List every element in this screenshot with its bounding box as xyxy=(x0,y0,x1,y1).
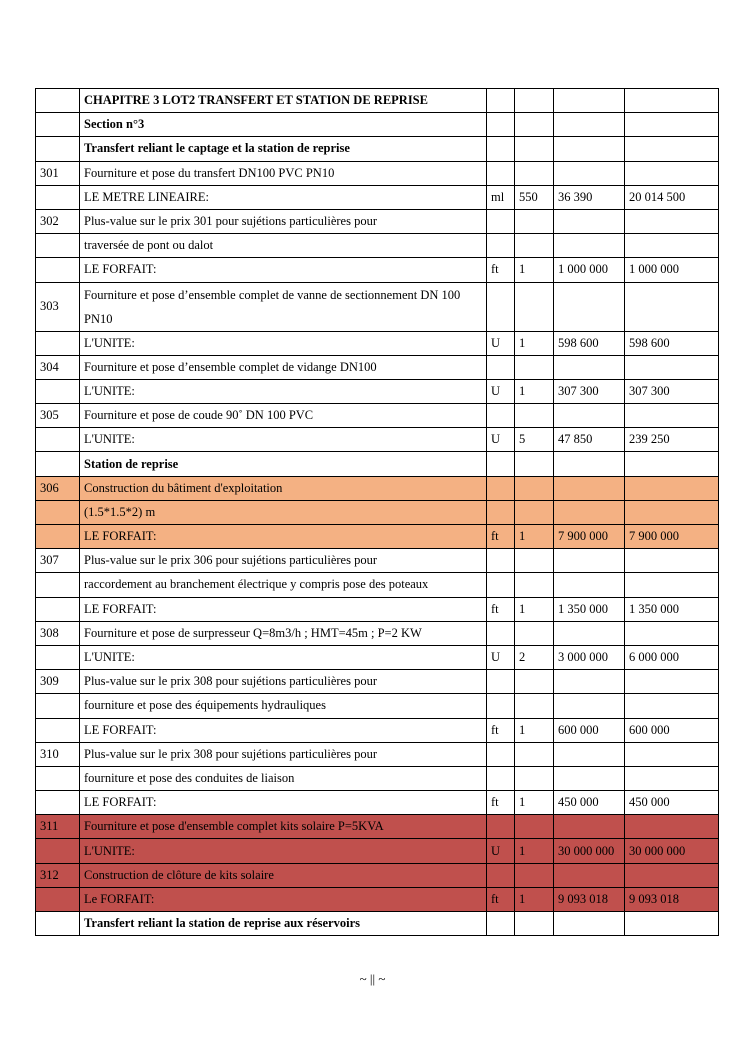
table-row xyxy=(36,645,719,669)
table-row xyxy=(36,887,719,911)
table-row xyxy=(36,791,719,815)
quantity-cell: 1 xyxy=(515,525,554,549)
item-number-cell xyxy=(36,500,80,524)
unit-price-cell xyxy=(554,234,625,258)
unit-price-cell: 9 093 018 xyxy=(554,887,625,911)
description-cell: L'UNITE: xyxy=(80,839,487,863)
table-row xyxy=(36,766,719,790)
quantity-cell: 5 xyxy=(515,428,554,452)
table-row xyxy=(36,428,719,452)
item-number-cell xyxy=(36,887,80,911)
item-number-cell xyxy=(36,234,80,258)
total-price-cell xyxy=(625,355,719,379)
quantity-cell: 1 xyxy=(515,597,554,621)
table-row xyxy=(36,742,719,766)
description-cell: Fourniture et pose de surpresseur Q=8m3/h ; HMT=45m ; P=2 KW xyxy=(80,621,487,645)
item-number-cell: 301 xyxy=(36,161,80,185)
item-number-cell xyxy=(36,89,80,113)
description-cell: LE FORFAIT: xyxy=(80,258,487,282)
unit-price-cell: 600 000 xyxy=(554,718,625,742)
description-cell: LE FORFAIT: xyxy=(80,718,487,742)
unit-cell: U xyxy=(487,428,515,452)
description-cell: Plus-value sur le prix 308 pour sujétions particulières pour xyxy=(80,742,487,766)
item-number-cell: 303 xyxy=(36,282,80,331)
table-row xyxy=(36,185,719,209)
unit-price-cell: 307 300 xyxy=(554,379,625,403)
unit-price-cell: 598 600 xyxy=(554,331,625,355)
quantity-cell: 550 xyxy=(515,185,554,209)
description-cell: (1.5*1.5*2) m xyxy=(80,500,487,524)
total-price-cell xyxy=(625,621,719,645)
total-price-cell xyxy=(625,815,719,839)
total-price-cell: 598 600 xyxy=(625,331,719,355)
unit-cell xyxy=(487,355,515,379)
total-price-cell xyxy=(625,452,719,476)
total-price-cell xyxy=(625,694,719,718)
item-number-cell: 302 xyxy=(36,209,80,233)
unit-cell xyxy=(487,282,515,331)
item-number-cell xyxy=(36,137,80,161)
total-price-cell: 307 300 xyxy=(625,379,719,403)
unit-cell xyxy=(487,137,515,161)
description-cell: Construction de clôture de kits solaire xyxy=(80,863,487,887)
quantity-cell: 1 xyxy=(515,718,554,742)
quantity-cell xyxy=(515,766,554,790)
unit-cell: U xyxy=(487,331,515,355)
unit-cell: ft xyxy=(487,791,515,815)
quantity-cell xyxy=(515,573,554,597)
total-price-cell xyxy=(625,476,719,500)
item-number-cell xyxy=(36,573,80,597)
item-number-cell xyxy=(36,839,80,863)
quantity-cell xyxy=(515,476,554,500)
item-number-cell: 311 xyxy=(36,815,80,839)
item-number-cell: 310 xyxy=(36,742,80,766)
description-cell: Fourniture et pose de coude 90˚ DN 100 PVC xyxy=(80,404,487,428)
total-price-cell xyxy=(625,161,719,185)
total-price-cell xyxy=(625,113,719,137)
description-cell: Fourniture et pose du transfert DN100 PVC PN10 xyxy=(80,161,487,185)
unit-price-cell: 7 900 000 xyxy=(554,525,625,549)
total-price-cell xyxy=(625,404,719,428)
description-cell: Transfert reliant la station de reprise aux réservoirs xyxy=(80,912,487,936)
description-cell: LE FORFAIT: xyxy=(80,597,487,621)
unit-price-cell: 47 850 xyxy=(554,428,625,452)
price-table-body xyxy=(36,89,719,936)
table-row xyxy=(36,137,719,161)
quantity-cell: 1 xyxy=(515,258,554,282)
unit-cell xyxy=(487,573,515,597)
unit-cell xyxy=(487,209,515,233)
unit-cell xyxy=(487,670,515,694)
unit-price-cell xyxy=(554,815,625,839)
total-price-cell xyxy=(625,500,719,524)
description-cell: L'UNITE: xyxy=(80,428,487,452)
description-cell: Fourniture et pose d'ensemble complet kits solaire P=5KVA xyxy=(80,815,487,839)
quantity-cell xyxy=(515,815,554,839)
description-cell: fourniture et pose des équipements hydrauliques xyxy=(80,694,487,718)
unit-cell: U xyxy=(487,379,515,403)
unit-cell xyxy=(487,549,515,573)
unit-cell xyxy=(487,89,515,113)
total-price-cell xyxy=(625,89,719,113)
unit-price-cell xyxy=(554,452,625,476)
total-price-cell: 30 000 000 xyxy=(625,839,719,863)
unit-cell xyxy=(487,113,515,137)
table-row xyxy=(36,718,719,742)
description-cell: raccordement au branchement électrique y compris pose des poteaux xyxy=(80,573,487,597)
table-row xyxy=(36,525,719,549)
unit-price-cell xyxy=(554,912,625,936)
quantity-cell xyxy=(515,89,554,113)
unit-cell xyxy=(487,621,515,645)
description-cell: Section n°3 xyxy=(80,113,487,137)
quantity-cell: 1 xyxy=(515,379,554,403)
quantity-cell xyxy=(515,137,554,161)
description-cell: LE FORFAIT: xyxy=(80,791,487,815)
unit-price-cell: 450 000 xyxy=(554,791,625,815)
total-price-cell xyxy=(625,234,719,258)
table-row xyxy=(36,161,719,185)
unit-price-cell: 3 000 000 xyxy=(554,645,625,669)
unit-price-cell xyxy=(554,476,625,500)
description-cell: Fourniture et pose d’ensemble complet de vidange DN100 xyxy=(80,355,487,379)
table-row xyxy=(36,815,719,839)
unit-cell xyxy=(487,912,515,936)
description-cell: fourniture et pose des conduites de liaison xyxy=(80,766,487,790)
total-price-cell: 1 350 000 xyxy=(625,597,719,621)
item-number-cell: 307 xyxy=(36,549,80,573)
item-number-cell xyxy=(36,597,80,621)
quantity-cell xyxy=(515,113,554,137)
table-row xyxy=(36,89,719,113)
total-price-cell: 20 014 500 xyxy=(625,185,719,209)
total-price-cell xyxy=(625,670,719,694)
table-row xyxy=(36,258,719,282)
unit-cell xyxy=(487,815,515,839)
quantity-cell xyxy=(515,209,554,233)
description-cell: L'UNITE: xyxy=(80,645,487,669)
item-number-cell: 308 xyxy=(36,621,80,645)
unit-cell xyxy=(487,500,515,524)
unit-cell: U xyxy=(487,645,515,669)
description-cell: Plus-value sur le prix 301 pour sujétions particulières pour xyxy=(80,209,487,233)
unit-price-cell xyxy=(554,621,625,645)
quantity-cell: 1 xyxy=(515,791,554,815)
table-row xyxy=(36,452,719,476)
unit-price-cell: 1 350 000 xyxy=(554,597,625,621)
table-row xyxy=(36,694,719,718)
unit-price-cell xyxy=(554,670,625,694)
description-cell: L'UNITE: xyxy=(80,331,487,355)
quantity-cell: 1 xyxy=(515,887,554,911)
unit-cell xyxy=(487,404,515,428)
table-row xyxy=(36,113,719,137)
unit-cell xyxy=(487,863,515,887)
description-cell: L'UNITE: xyxy=(80,379,487,403)
item-number-cell xyxy=(36,766,80,790)
table-row xyxy=(36,331,719,355)
table-row xyxy=(36,282,719,331)
table-row xyxy=(36,912,719,936)
total-price-cell: 6 000 000 xyxy=(625,645,719,669)
item-number-cell xyxy=(36,379,80,403)
table-row xyxy=(36,621,719,645)
unit-cell: ft xyxy=(487,887,515,911)
unit-price-cell xyxy=(554,161,625,185)
total-price-cell xyxy=(625,912,719,936)
page-number: ~ || ~ xyxy=(359,971,386,986)
item-number-cell xyxy=(36,185,80,209)
quantity-cell xyxy=(515,694,554,718)
item-number-cell xyxy=(36,428,80,452)
total-price-cell: 1 000 000 xyxy=(625,258,719,282)
unit-cell: ft xyxy=(487,525,515,549)
item-number-cell xyxy=(36,912,80,936)
quantity-cell xyxy=(515,742,554,766)
table-row xyxy=(36,404,719,428)
quantity-cell xyxy=(515,621,554,645)
unit-price-cell xyxy=(554,500,625,524)
total-price-cell: 239 250 xyxy=(625,428,719,452)
item-number-cell xyxy=(36,694,80,718)
description-cell: Station de reprise xyxy=(80,452,487,476)
description-cell: Plus-value sur le prix 308 pour sujétions particulières pour xyxy=(80,670,487,694)
unit-price-cell xyxy=(554,209,625,233)
unit-price-cell: 1 000 000 xyxy=(554,258,625,282)
table-row xyxy=(36,234,719,258)
total-price-cell xyxy=(625,742,719,766)
item-number-cell: 305 xyxy=(36,404,80,428)
unit-cell xyxy=(487,694,515,718)
quantity-cell xyxy=(515,404,554,428)
total-price-cell xyxy=(625,766,719,790)
unit-price-cell xyxy=(554,549,625,573)
item-number-cell xyxy=(36,525,80,549)
table-row xyxy=(36,597,719,621)
quantity-cell: 1 xyxy=(515,331,554,355)
quantity-cell xyxy=(515,549,554,573)
unit-price-cell xyxy=(554,137,625,161)
description-cell: LE FORFAIT: xyxy=(80,525,487,549)
table-row xyxy=(36,839,719,863)
table-row xyxy=(36,500,719,524)
description-cell: LE METRE LINEAIRE: xyxy=(80,185,487,209)
unit-price-cell xyxy=(554,113,625,137)
total-price-cell: 600 000 xyxy=(625,718,719,742)
total-price-cell xyxy=(625,282,719,331)
unit-price-cell xyxy=(554,573,625,597)
table-row xyxy=(36,476,719,500)
unit-cell xyxy=(487,452,515,476)
table-row xyxy=(36,379,719,403)
item-number-cell xyxy=(36,645,80,669)
unit-price-cell xyxy=(554,694,625,718)
quantity-cell: 2 xyxy=(515,645,554,669)
unit-price-cell xyxy=(554,89,625,113)
unit-price-cell xyxy=(554,355,625,379)
item-number-cell xyxy=(36,452,80,476)
item-number-cell xyxy=(36,113,80,137)
quantity-cell xyxy=(515,234,554,258)
unit-cell xyxy=(487,234,515,258)
unit-cell: ml xyxy=(487,185,515,209)
total-price-cell xyxy=(625,863,719,887)
item-number-cell xyxy=(36,258,80,282)
unit-cell xyxy=(487,161,515,185)
item-number-cell: 304 xyxy=(36,355,80,379)
total-price-cell xyxy=(625,137,719,161)
item-number-cell: 306 xyxy=(36,476,80,500)
unit-cell: ft xyxy=(487,597,515,621)
description-cell: traversée de pont ou dalot xyxy=(80,234,487,258)
unit-price-cell xyxy=(554,404,625,428)
item-number-cell xyxy=(36,791,80,815)
quantity-cell xyxy=(515,500,554,524)
unit-cell xyxy=(487,742,515,766)
total-price-cell: 7 900 000 xyxy=(625,525,719,549)
quantity-cell xyxy=(515,670,554,694)
quantity-cell xyxy=(515,282,554,331)
unit-cell xyxy=(487,766,515,790)
total-price-cell xyxy=(625,573,719,597)
quantity-cell xyxy=(515,161,554,185)
total-price-cell: 9 093 018 xyxy=(625,887,719,911)
table-row xyxy=(36,209,719,233)
description-cell: Plus-value sur le prix 306 pour sujétions particulières pour xyxy=(80,549,487,573)
description-cell: CHAPITRE 3 LOT2 TRANSFERT ET STATION DE REPRISE xyxy=(80,89,487,113)
unit-cell xyxy=(487,476,515,500)
item-number-cell xyxy=(36,331,80,355)
description-cell: Construction du bâtiment d'exploitation xyxy=(80,476,487,500)
table-row xyxy=(36,355,719,379)
unit-price-cell xyxy=(554,863,625,887)
unit-price-cell xyxy=(554,282,625,331)
item-number-cell xyxy=(36,718,80,742)
unit-cell: ft xyxy=(487,718,515,742)
unit-cell: ft xyxy=(487,258,515,282)
quantity-cell xyxy=(515,452,554,476)
price-table xyxy=(35,88,719,936)
unit-cell: U xyxy=(487,839,515,863)
description-cell: Fourniture et pose d’ensemble complet de vanne de sectionnement DN 100 PN10 xyxy=(80,282,487,331)
total-price-cell xyxy=(625,549,719,573)
total-price-cell xyxy=(625,209,719,233)
table-row xyxy=(36,670,719,694)
quantity-cell xyxy=(515,355,554,379)
unit-price-cell xyxy=(554,742,625,766)
item-number-cell: 312 xyxy=(36,863,80,887)
quantity-cell xyxy=(515,863,554,887)
table-row xyxy=(36,549,719,573)
table-row xyxy=(36,573,719,597)
description-cell: Transfert reliant le captage et la station de reprise xyxy=(80,137,487,161)
description-cell: Le FORFAIT: xyxy=(80,887,487,911)
table-row xyxy=(36,863,719,887)
unit-price-cell: 30 000 000 xyxy=(554,839,625,863)
quantity-cell: 1 xyxy=(515,839,554,863)
unit-price-cell: 36 390 xyxy=(554,185,625,209)
total-price-cell: 450 000 xyxy=(625,791,719,815)
item-number-cell: 309 xyxy=(36,670,80,694)
quantity-cell xyxy=(515,912,554,936)
unit-price-cell xyxy=(554,766,625,790)
